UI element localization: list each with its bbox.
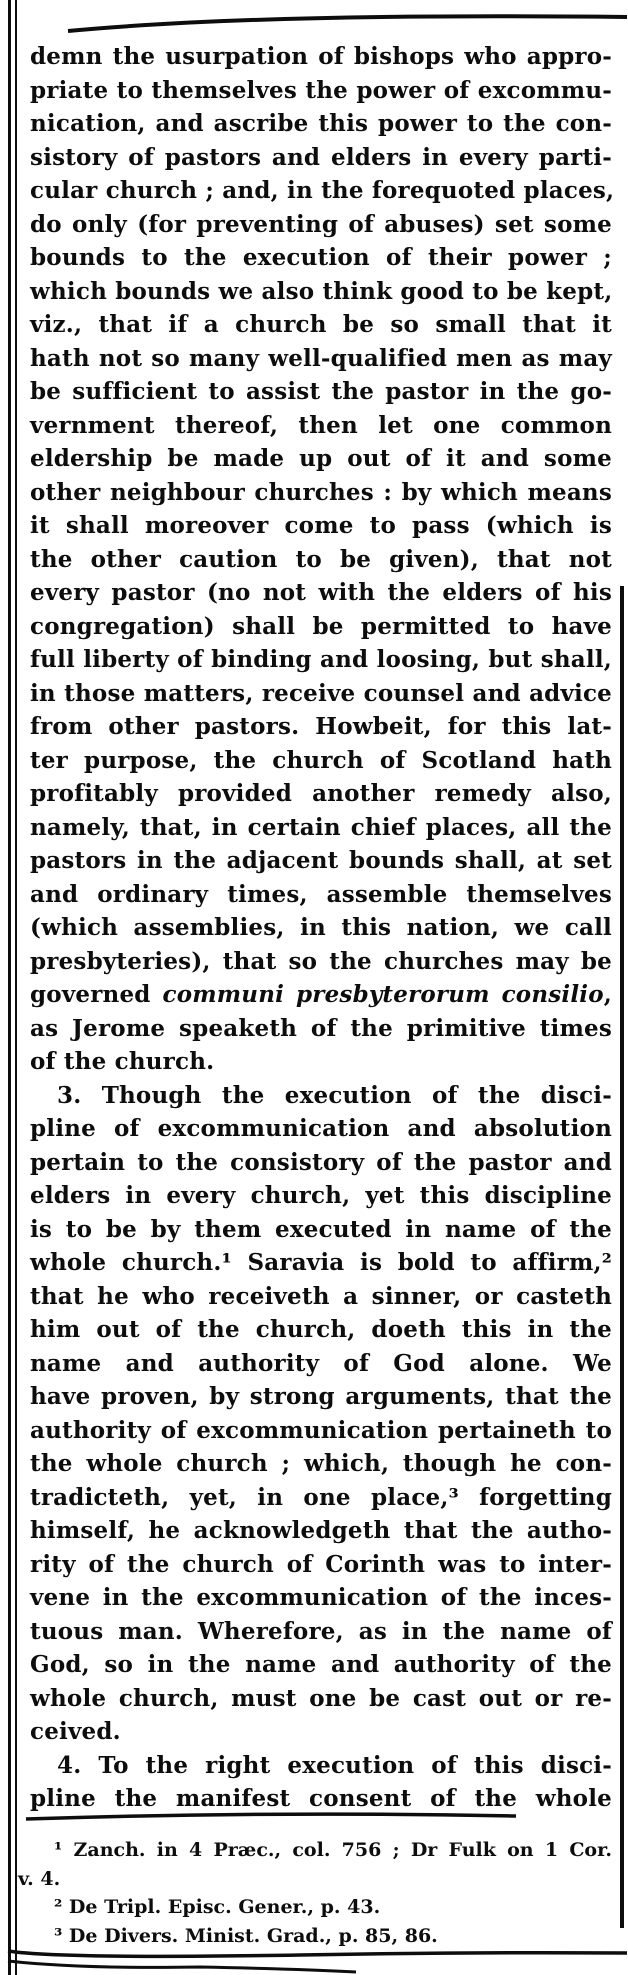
text-line: namely, that, in certain chief places, all the <box>30 813 612 841</box>
text-line: cular church ; and, in the forequoted places, <box>30 177 615 204</box>
text-line: whole church, must one be cast out or re- <box>30 1684 612 1712</box>
text-line: ter purpose, the church of Scotland hath <box>30 746 612 774</box>
latin-phrase: communi presbyterorum consilio <box>162 981 604 1008</box>
text-line: sistory of pastors and elders in every parti- <box>30 143 612 171</box>
top-rule <box>0 0 628 40</box>
text-line: elders in every church, yet this discipline <box>30 1182 612 1209</box>
text-line: 4. To the right execution of this disci- <box>57 1751 612 1779</box>
text-line: nication, and ascribe this power to the con- <box>30 110 612 137</box>
text-line: viz., that if a church be so small that it <box>30 311 612 338</box>
text-line: 3. Though the execution of the disci- <box>57 1081 612 1109</box>
text-line: priate to themselves the power of excommu- <box>30 76 612 104</box>
text-line: tradicteth, yet, in one place,³ forgetting <box>30 1483 612 1511</box>
footnote-separator-rule <box>0 1810 628 1826</box>
text-line: hath not so many well-qualified men as may <box>30 344 612 372</box>
text-line: it shall moreover come to pass (which is <box>30 512 612 539</box>
text-line: in those matters, receive counsel and advice <box>30 679 612 707</box>
text-line: every pastor (no not with the elders of his <box>30 579 612 606</box>
text-line: profitably provided another remedy also, <box>30 780 612 807</box>
text-line: ceived. <box>30 1718 121 1745</box>
text-line: presbyteries), that so the churches may be <box>30 947 612 975</box>
text-line: that he who receiveth a sinner, or casteth <box>30 1282 612 1310</box>
page-edge-line-right <box>620 586 624 1928</box>
text-line: the other caution to be given), that not <box>30 545 612 573</box>
footnote-line: ² De Tripl. Episc. Gener., p. 43. <box>54 1896 381 1918</box>
text-line: of the church. <box>30 1048 215 1075</box>
text-line: (which assemblies, in this nation, we call <box>30 914 612 941</box>
text-line: congregation) shall be permitted to have <box>30 612 612 640</box>
text-line: him out of the church, doeth this in the <box>30 1316 612 1343</box>
page-edge-line-left-inner <box>15 0 17 1975</box>
text-line: vene in the excommunication of the inces- <box>30 1584 612 1611</box>
text-line: full liberty of binding and loosing, but shall, <box>30 646 612 673</box>
text-line: pastors in the adjacent bounds shall, at set <box>30 847 612 874</box>
text-line: God, so in the name and authority of the <box>30 1651 612 1678</box>
text-segment: governed <box>30 981 163 1008</box>
text-line: vernment thereof, then let one common <box>30 411 612 439</box>
text-line: is to be by them executed in name of the <box>30 1215 612 1243</box>
text-segment: , <box>603 981 612 1008</box>
body-text <box>30 40 615 1816</box>
text-line: authority of excommunication pertaineth to <box>30 1416 612 1444</box>
text-line: rity of the church of Corinth was to inter- <box>30 1550 612 1578</box>
text-line: name and authority of God alone. We <box>30 1349 612 1377</box>
text-line: bounds to the execution of their power ; <box>30 244 612 271</box>
footnotes <box>18 1836 612 1950</box>
text-line: and ordinary times, assemble themselves <box>30 880 612 908</box>
text-line: himself, he acknowledgeth that the autho- <box>30 1517 612 1544</box>
footnote-line: ¹ Zanch. in 4 Præc., col. 756 ; Dr Fulk on 1 Cor. <box>54 1839 612 1861</box>
text-line: from other pastors. Howbeit, for this lat- <box>30 713 612 740</box>
text-line: other neighbour churches : by which means <box>30 478 612 506</box>
text-line: pline of excommunication and absolution <box>30 1115 612 1142</box>
footnote-line: v. 4. <box>18 1867 61 1890</box>
footnote-line: ³ De Divers. Minist. Grad., p. 85, 86. <box>54 1924 438 1947</box>
text-line: do only (for preventing of abuses) set some <box>30 210 612 238</box>
text-line: which bounds we also think good to be kept, <box>30 277 613 305</box>
text-line: eldership be made up out of it and some <box>30 445 612 472</box>
text-line: as Jerome speaketh of the primitive times <box>30 1014 612 1042</box>
text-line: be sufficient to assist the pastor in the go- <box>30 378 612 405</box>
text-line <box>30 978 612 1012</box>
text-line: the whole church ; which, though he con- <box>30 1450 612 1477</box>
text-line: pline the manifest consent of the whole <box>30 1785 612 1812</box>
text-line: have proven, by strong arguments, that the <box>30 1383 612 1410</box>
text-line: whole church.¹ Saravia is bold to affirm,² <box>30 1249 612 1276</box>
text-line: pertain to the consistory of the pastor and <box>30 1148 612 1176</box>
bottom-rule <box>0 1942 628 1975</box>
page-edge-line-left-outer <box>8 0 11 1975</box>
text-line: demn the usurpation of bishops who appro- <box>30 43 612 70</box>
text-line: tuous man. Wherefore, as in the name of <box>30 1617 612 1645</box>
